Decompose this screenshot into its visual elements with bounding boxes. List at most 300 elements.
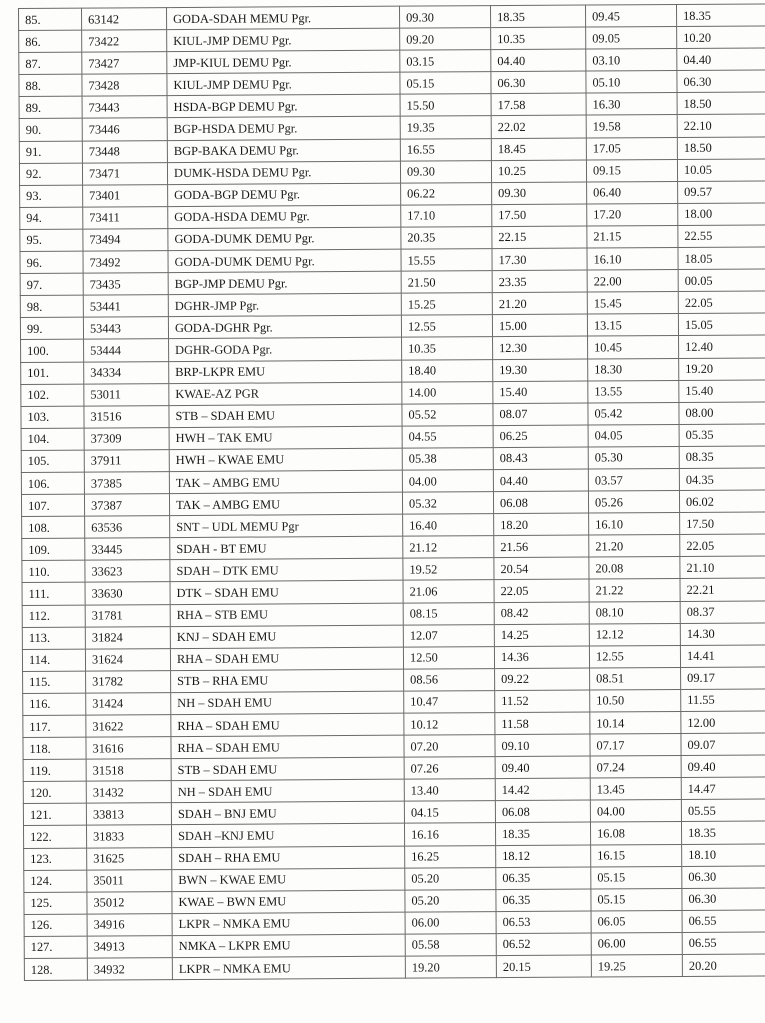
train-name-cell: TAK – AMBG EMU [169, 470, 402, 494]
train-name-cell: RHA – SDAH EMU [171, 713, 404, 737]
train-name-cell: HSDA-BGP DEMU Pgr. [167, 95, 400, 119]
time-3-cell: 13.55 [588, 380, 679, 403]
time-4-cell: 20.20 [682, 954, 765, 977]
time-2-cell: 04.40 [493, 469, 588, 492]
time-1-cell: 04.00 [402, 470, 493, 493]
train-number-cell: 73494 [83, 229, 168, 252]
train-name-cell: GODA-SDAH MEMU Pgr. [167, 6, 400, 30]
train-name-cell: SDAH – DTK EMU [170, 559, 403, 583]
train-number-cell: 34932 [87, 958, 172, 981]
time-2-cell: 08.43 [493, 447, 588, 470]
time-1-cell: 21.12 [403, 536, 494, 559]
time-1-cell: 05.15 [400, 72, 491, 95]
time-1-cell: 21.06 [403, 580, 494, 603]
train-name-cell: SDAH - BT EMU [170, 536, 403, 560]
time-3-cell: 21.20 [589, 535, 680, 558]
serial-number-cell: 97. [20, 273, 83, 295]
time-1-cell: 04.15 [404, 801, 495, 824]
time-2-cell: 17.30 [492, 248, 587, 271]
serial-number-cell: 87. [19, 52, 82, 74]
serial-number-cell: 104. [21, 428, 84, 450]
train-number-cell: 73448 [82, 140, 167, 163]
time-4-cell: 10.20 [677, 26, 765, 49]
time-1-cell: 05.20 [405, 889, 496, 912]
time-2-cell: 17.58 [491, 93, 586, 116]
train-number-cell: 31824 [85, 626, 170, 649]
train-name-cell: SDAH –KNJ EMU [171, 824, 404, 848]
time-2-cell: 18.45 [491, 138, 586, 161]
time-3-cell: 03.10 [586, 49, 677, 72]
train-name-cell: RHA – STB EMU [170, 603, 403, 627]
time-3-cell: 05.42 [588, 402, 679, 425]
time-2-cell: 09.22 [495, 668, 590, 691]
serial-number-cell: 109. [22, 538, 85, 560]
time-1-cell: 06.00 [405, 911, 496, 934]
serial-number-cell: 128. [24, 958, 87, 980]
time-1-cell: 21.50 [401, 271, 492, 294]
time-4-cell: 12.40 [679, 335, 765, 358]
time-2-cell: 18.35 [490, 5, 585, 28]
time-3-cell: 05.30 [588, 446, 679, 469]
time-4-cell: 08.35 [679, 446, 765, 469]
serial-number-cell: 125. [24, 892, 87, 914]
train-number-cell: 31782 [86, 670, 171, 693]
time-1-cell: 09.30 [399, 6, 490, 29]
time-3-cell: 12.12 [589, 623, 680, 646]
time-3-cell: 21.22 [589, 579, 680, 602]
time-1-cell: 13.40 [404, 779, 495, 802]
time-1-cell: 09.20 [400, 28, 491, 51]
time-1-cell: 07.26 [404, 757, 495, 780]
train-number-cell: 73422 [82, 30, 167, 53]
time-3-cell: 10.50 [590, 689, 681, 712]
serial-number-cell: 127. [24, 936, 87, 958]
train-name-cell: NH – SDAH EMU [171, 779, 404, 803]
time-4-cell: 09.57 [678, 181, 765, 204]
train-name-cell: HWH – TAK EMU [169, 426, 402, 450]
time-3-cell: 08.10 [589, 601, 680, 624]
time-4-cell: 04.35 [679, 468, 765, 491]
serial-number-cell: 118. [23, 737, 86, 759]
train-number-cell: 73427 [82, 52, 167, 75]
timetable-body [19, 4, 765, 981]
train-name-cell: BGP-JMP DEMU Pgr. [168, 271, 401, 295]
train-name-cell: KIUL-JMP DEMU Pgr. [167, 72, 400, 96]
train-number-cell: 63142 [82, 8, 167, 31]
serial-number-cell: 92. [19, 163, 82, 185]
time-1-cell: 05.38 [402, 447, 493, 470]
train-number-cell: 34334 [84, 361, 169, 384]
time-1-cell: 19.35 [400, 116, 491, 139]
serial-number-cell: 124. [24, 870, 87, 892]
time-2-cell: 06.35 [496, 867, 591, 890]
train-number-cell: 31624 [85, 648, 170, 671]
time-1-cell: 16.40 [403, 514, 494, 537]
train-name-cell: LKPR – NMKA EMU [172, 956, 405, 980]
time-4-cell: 11.55 [681, 689, 765, 712]
train-number-cell: 53011 [84, 383, 169, 406]
train-number-cell: 53444 [84, 339, 169, 362]
time-4-cell: 21.10 [680, 556, 765, 579]
train-name-cell: BWN – KWAE EMU [172, 868, 405, 892]
time-3-cell: 05.15 [591, 888, 682, 911]
time-4-cell: 10.05 [677, 159, 765, 182]
serial-number-cell: 115. [23, 671, 86, 693]
time-4-cell: 06.55 [682, 910, 765, 933]
time-4-cell: 12.00 [681, 711, 765, 734]
train-name-cell: LKPR – NMKA EMU [172, 912, 405, 936]
time-3-cell: 16.10 [589, 513, 680, 536]
time-1-cell: 15.55 [401, 249, 492, 272]
train-number-cell: 31781 [85, 604, 170, 627]
time-3-cell: 07.17 [590, 734, 681, 757]
serial-number-cell: 108. [22, 516, 85, 538]
serial-number-cell: 106. [21, 472, 84, 494]
time-1-cell: 05.52 [402, 403, 493, 426]
time-3-cell: 06.00 [591, 932, 682, 955]
train-number-cell: 73428 [82, 74, 167, 97]
time-3-cell: 05.10 [586, 71, 677, 94]
train-number-cell: 73435 [83, 273, 168, 296]
time-4-cell: 05.55 [681, 799, 765, 822]
time-3-cell: 13.45 [590, 778, 681, 801]
time-1-cell: 05.20 [405, 867, 496, 890]
time-2-cell: 10.35 [491, 27, 586, 50]
train-name-cell: DUMK-HSDA DEMU Pgr. [167, 161, 400, 185]
time-1-cell: 10.12 [404, 713, 495, 736]
train-number-cell: 73411 [83, 206, 168, 229]
serial-number-cell: 88. [19, 74, 82, 96]
time-1-cell: 07.20 [404, 735, 495, 758]
time-3-cell: 16.08 [590, 822, 681, 845]
serial-number-cell: 91. [19, 141, 82, 163]
time-1-cell: 10.47 [404, 691, 495, 714]
time-2-cell: 20.54 [494, 557, 589, 580]
time-2-cell: 06.53 [496, 911, 591, 934]
train-name-cell: RHA – SDAH EMU [171, 735, 404, 759]
train-name-cell: DTK – SDAH EMU [170, 581, 403, 605]
time-2-cell: 12.30 [493, 336, 588, 359]
time-2-cell: 18.20 [494, 513, 589, 536]
time-2-cell: 11.58 [495, 712, 590, 735]
train-name-cell: SDAH – BNJ EMU [171, 802, 404, 826]
train-name-cell: GODA-DUMK DEMU Pgr. [168, 249, 401, 273]
time-1-cell: 12.50 [403, 646, 494, 669]
train-name-cell: SNT – UDL MEMU Pgr [170, 514, 403, 538]
time-1-cell: 15.25 [401, 293, 492, 316]
time-4-cell: 18.05 [678, 247, 765, 270]
time-3-cell: 07.24 [590, 756, 681, 779]
train-number-cell: 33623 [85, 560, 170, 583]
time-1-cell: 05.32 [402, 492, 493, 515]
train-name-cell: STB – RHA EMU [171, 669, 404, 693]
time-4-cell: 18.50 [677, 92, 765, 115]
time-3-cell: 16.30 [586, 93, 677, 116]
train-name-cell: STB – SDAH EMU [171, 757, 404, 781]
time-3-cell: 13.15 [587, 314, 678, 337]
time-3-cell: 19.58 [586, 115, 677, 138]
train-name-cell: GODA-BGP DEMU Pgr. [168, 183, 401, 207]
serial-number-cell: 93. [20, 185, 83, 207]
table-row [24, 954, 765, 981]
time-2-cell: 18.12 [496, 845, 591, 868]
train-number-cell: 53441 [83, 295, 168, 318]
serial-number-cell: 113. [22, 627, 85, 649]
time-2-cell: 09.30 [492, 182, 587, 205]
time-3-cell: 21.15 [587, 225, 678, 248]
time-2-cell: 22.15 [492, 226, 587, 249]
time-2-cell: 10.25 [491, 160, 586, 183]
train-number-cell: 33630 [85, 582, 170, 605]
time-2-cell: 08.42 [494, 602, 589, 625]
time-4-cell: 15.05 [678, 313, 765, 336]
time-3-cell: 16.15 [591, 844, 682, 867]
serial-number-cell: 126. [24, 914, 87, 936]
time-2-cell: 06.08 [493, 491, 588, 514]
time-3-cell: 03.57 [588, 468, 679, 491]
train-name-cell: STB – SDAH EMU [169, 404, 402, 428]
time-4-cell: 18.10 [682, 843, 765, 866]
serial-number-cell: 102. [21, 384, 84, 406]
train-number-cell: 73443 [82, 96, 167, 119]
serial-number-cell: 105. [21, 450, 84, 472]
time-4-cell: 06.55 [682, 932, 765, 955]
time-4-cell: 22.55 [678, 225, 765, 248]
train-number-cell: 37911 [84, 449, 169, 472]
time-4-cell: 22.05 [678, 291, 765, 314]
train-number-cell: 31518 [86, 759, 171, 782]
time-2-cell: 14.25 [494, 624, 589, 647]
time-3-cell: 15.45 [587, 292, 678, 315]
time-1-cell: 16.16 [404, 823, 495, 846]
train-name-cell: BGP-HSDA DEMU Pgr. [167, 117, 400, 141]
time-2-cell: 06.30 [491, 71, 586, 94]
time-1-cell: 03.15 [400, 50, 491, 73]
serial-number-cell: 114. [22, 649, 85, 671]
time-4-cell: 06.30 [682, 888, 765, 911]
train-name-cell: NMKA – LKPR EMU [172, 934, 405, 958]
time-1-cell: 12.07 [403, 624, 494, 647]
train-number-cell: 73401 [83, 184, 168, 207]
train-number-cell: 73446 [82, 118, 167, 141]
serial-number-cell: 89. [19, 96, 82, 118]
serial-number-cell: 101. [21, 362, 84, 384]
serial-number-cell: 112. [22, 605, 85, 627]
time-3-cell: 16.10 [587, 248, 678, 271]
time-1-cell: 06.22 [401, 182, 492, 205]
train-name-cell: BGP-BAKA DEMU Pgr. [167, 139, 400, 163]
train-number-cell: 35012 [87, 891, 172, 914]
time-1-cell: 12.55 [401, 315, 492, 338]
time-2-cell: 09.10 [495, 734, 590, 757]
train-number-cell: 31516 [84, 405, 169, 428]
serial-number-cell: 94. [20, 207, 83, 229]
serial-number-cell: 123. [24, 848, 87, 870]
time-3-cell: 09.05 [586, 27, 677, 50]
time-2-cell: 06.35 [496, 889, 591, 912]
time-2-cell: 19.30 [493, 359, 588, 382]
time-1-cell: 15.50 [400, 94, 491, 117]
time-4-cell: 18.50 [677, 136, 765, 159]
train-name-cell: GODA-HSDA DEMU Pgr. [168, 205, 401, 229]
time-2-cell: 15.00 [492, 314, 587, 337]
time-3-cell: 09.45 [585, 4, 676, 27]
train-number-cell: 31432 [86, 781, 171, 804]
train-number-cell: 63536 [85, 516, 170, 539]
train-number-cell: 37387 [84, 494, 169, 517]
train-number-cell: 33445 [85, 538, 170, 561]
train-name-cell: NH – SDAH EMU [171, 691, 404, 715]
time-3-cell: 10.45 [588, 336, 679, 359]
train-number-cell: 31833 [86, 825, 171, 848]
train-name-cell: RHA – SDAH EMU [170, 647, 403, 671]
time-3-cell: 04.00 [590, 800, 681, 823]
time-2-cell: 22.05 [494, 579, 589, 602]
train-name-cell: GODA-DUMK DEMU Pgr. [168, 227, 401, 251]
time-2-cell: 21.20 [492, 292, 587, 315]
time-4-cell: 22.21 [680, 578, 765, 601]
serial-number-cell: 90. [19, 119, 82, 141]
time-2-cell: 21.56 [494, 535, 589, 558]
time-4-cell: 18.35 [681, 821, 765, 844]
time-2-cell: 20.15 [496, 955, 591, 978]
serial-number-cell: 100. [21, 340, 84, 362]
time-4-cell: 00.05 [678, 269, 765, 292]
serial-number-cell: 120. [23, 781, 86, 803]
train-name-cell: KWAE – BWN EMU [172, 890, 405, 914]
train-name-cell: KIUL-JMP DEMU Pgr. [167, 28, 400, 52]
time-1-cell: 20.35 [401, 227, 492, 250]
time-1-cell: 08.15 [403, 602, 494, 625]
serial-number-cell: 103. [21, 406, 84, 428]
time-1-cell: 04.55 [402, 425, 493, 448]
time-2-cell: 15.40 [493, 381, 588, 404]
time-2-cell: 22.02 [491, 116, 586, 139]
train-name-cell: KWAE-AZ PGR [169, 382, 402, 406]
time-1-cell: 19.20 [405, 956, 496, 979]
serial-number-cell: 99. [20, 317, 83, 339]
time-4-cell: 19.20 [679, 357, 765, 380]
train-timetable [18, 3, 765, 981]
time-3-cell: 17.05 [586, 137, 677, 160]
serial-number-cell: 85. [19, 8, 82, 30]
time-3-cell: 17.20 [587, 203, 678, 226]
time-1-cell: 16.25 [405, 845, 496, 868]
serial-number-cell: 107. [21, 494, 84, 516]
time-3-cell: 18.30 [588, 358, 679, 381]
train-name-cell: BRP-LKPR EMU [169, 360, 402, 384]
time-2-cell: 06.08 [495, 800, 590, 823]
time-4-cell: 22.05 [680, 534, 765, 557]
time-4-cell: 06.30 [677, 70, 765, 93]
serial-number-cell: 96. [20, 251, 83, 273]
time-2-cell: 17.50 [492, 204, 587, 227]
serial-number-cell: 116. [23, 693, 86, 715]
time-3-cell: 22.00 [587, 270, 678, 293]
train-name-cell: SDAH – RHA EMU [172, 846, 405, 870]
time-4-cell: 08.00 [679, 402, 765, 425]
train-number-cell: 34916 [87, 913, 172, 936]
time-4-cell: 09.40 [681, 755, 765, 778]
train-name-cell: DGHR-GODA Pgr. [169, 338, 402, 362]
time-3-cell: 06.05 [591, 910, 682, 933]
time-1-cell: 08.56 [404, 668, 495, 691]
train-number-cell: 73492 [83, 251, 168, 274]
time-4-cell: 17.50 [680, 512, 765, 535]
time-1-cell: 19.52 [403, 558, 494, 581]
serial-number-cell: 95. [20, 229, 83, 251]
serial-number-cell: 121. [23, 803, 86, 825]
train-number-cell: 35011 [87, 869, 172, 892]
time-3-cell: 05.15 [591, 866, 682, 889]
time-1-cell: 17.10 [401, 204, 492, 227]
time-4-cell: 18.35 [676, 4, 765, 27]
train-name-cell: KNJ – SDAH EMU [170, 625, 403, 649]
time-1-cell: 14.00 [402, 381, 493, 404]
time-4-cell: 06.30 [682, 866, 765, 889]
train-name-cell: JMP-KIUL DEMU Pgr. [167, 50, 400, 74]
time-3-cell: 12.55 [589, 645, 680, 668]
train-name-cell: DGHR-JMP Pgr. [168, 293, 401, 317]
train-number-cell: 33813 [86, 803, 171, 826]
time-1-cell: 09.30 [400, 160, 491, 183]
time-4-cell: 04.40 [677, 48, 765, 71]
time-4-cell: 14.30 [680, 623, 765, 646]
serial-number-cell: 86. [19, 30, 82, 52]
train-number-cell: 73471 [82, 162, 167, 185]
train-number-cell: 37309 [84, 427, 169, 450]
time-2-cell: 08.07 [493, 403, 588, 426]
time-4-cell: 15.40 [679, 379, 765, 402]
time-1-cell: 05.58 [405, 934, 496, 957]
train-number-cell: 31616 [86, 737, 171, 760]
time-4-cell: 18.00 [678, 203, 765, 226]
time-3-cell: 20.08 [589, 557, 680, 580]
time-4-cell: 05.35 [679, 424, 765, 447]
time-1-cell: 18.40 [402, 359, 493, 382]
time-1-cell: 10.35 [402, 337, 493, 360]
time-2-cell: 14.42 [495, 778, 590, 801]
time-4-cell: 14.41 [680, 645, 765, 668]
time-3-cell: 06.40 [587, 181, 678, 204]
time-3-cell: 04.05 [588, 424, 679, 447]
train-number-cell: 31622 [86, 715, 171, 738]
serial-number-cell: 122. [23, 826, 86, 848]
time-3-cell: 05.26 [588, 491, 679, 514]
train-number-cell: 31625 [87, 847, 172, 870]
serial-number-cell: 117. [23, 715, 86, 737]
train-name-cell: HWH – KWAE EMU [169, 448, 402, 472]
time-2-cell: 06.25 [493, 425, 588, 448]
train-name-cell: TAK – AMBG EMU [169, 492, 402, 516]
serial-number-cell: 110. [22, 560, 85, 582]
time-4-cell: 14.47 [681, 777, 765, 800]
serial-number-cell: 111. [22, 583, 85, 605]
time-2-cell: 18.35 [495, 822, 590, 845]
time-3-cell: 19.25 [591, 954, 682, 977]
time-4-cell: 09.07 [681, 733, 765, 756]
time-2-cell: 23.35 [492, 270, 587, 293]
time-2-cell: 09.40 [495, 756, 590, 779]
time-4-cell: 22.10 [677, 114, 765, 137]
train-number-cell: 34913 [87, 936, 172, 959]
time-2-cell: 06.52 [496, 933, 591, 956]
time-4-cell: 09.17 [681, 667, 765, 690]
time-4-cell: 06.02 [679, 490, 765, 513]
time-2-cell: 11.52 [495, 690, 590, 713]
time-2-cell: 04.40 [491, 49, 586, 72]
train-number-cell: 53443 [83, 317, 168, 340]
